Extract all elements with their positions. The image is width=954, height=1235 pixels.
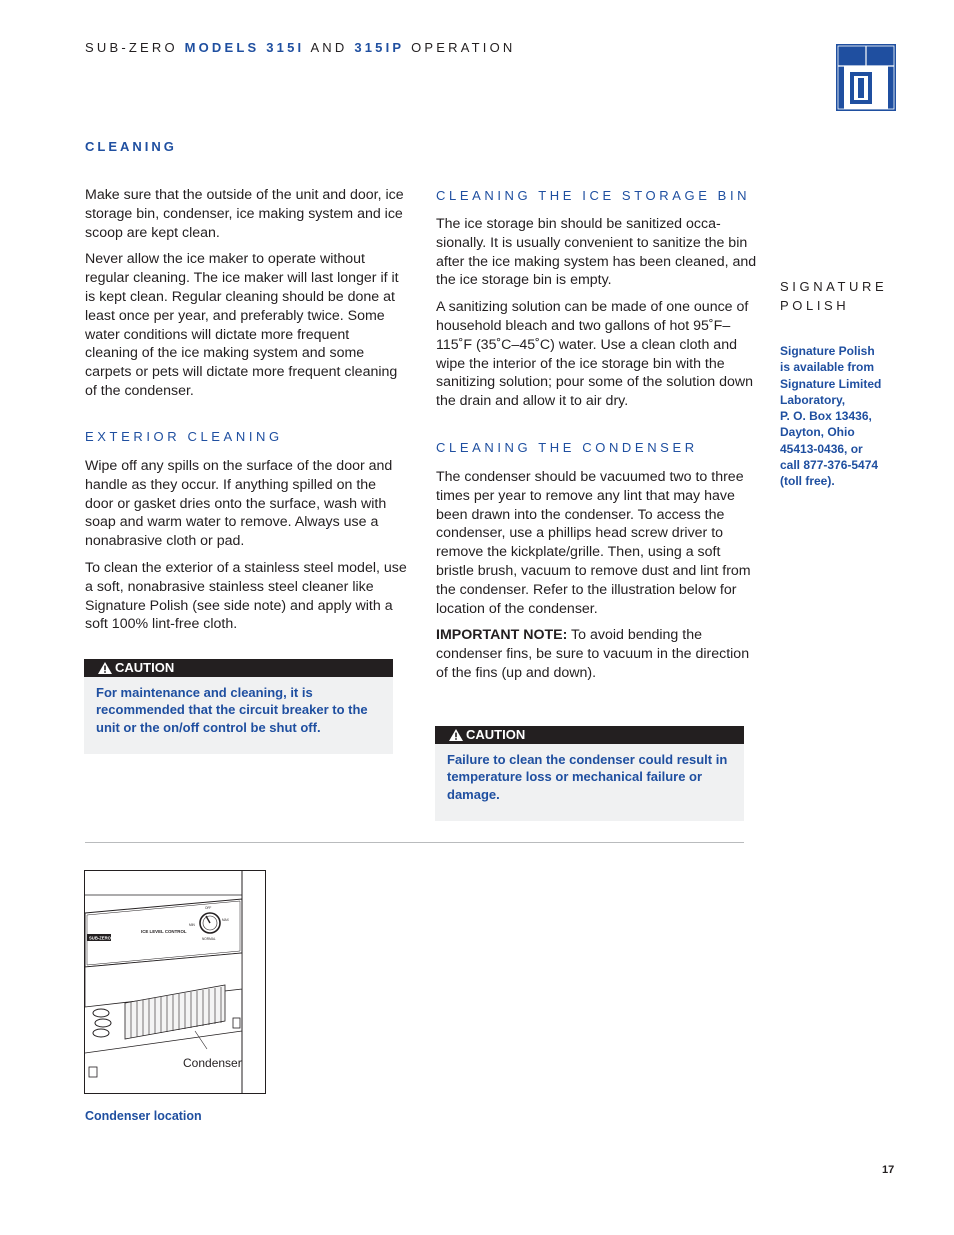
running-header bbox=[85, 40, 516, 55]
warning-triangle-icon bbox=[98, 662, 112, 674]
panel-label: ICE LEVEL CONTROL bbox=[141, 929, 187, 934]
sidebar-note-line: P. O. Box 13436, bbox=[780, 409, 872, 424]
warning-triangle-icon bbox=[449, 729, 463, 741]
sidebar-title bbox=[780, 277, 887, 315]
cleaning-paragraph: Never allow the ice maker to operate without regular cleaning. The ice maker will last longer if it is kept clean. Regular cleaning should be done at least once per year, and preferably twice. Some water conditions will dictate more frequent cleaning of the ice making system and some carpets or pets will dictate more frequent cleaning of the condenser. bbox=[85, 251, 399, 399]
cleaning-body bbox=[85, 186, 405, 401]
page-number: 17 bbox=[882, 1164, 895, 1176]
model-a: 315I bbox=[266, 40, 305, 55]
important-note-label: IMPORTANT NOTE: bbox=[436, 627, 568, 644]
section-divider bbox=[85, 842, 744, 843]
important-note-text: To avoid bending the condenser fins, be sure to vacuum in the direction of the fins (up and down). bbox=[436, 627, 750, 681]
exterior-cleaning-title: EXTERIOR CLEANING bbox=[85, 429, 283, 444]
bin-paragraph: A sanitizing solution can be made of one ounce of household bleach and two gallons of hot 95˚F–115˚F (35˚C–45˚C) water. Use a clean cloth and wipe the interior of the ice storage bin with the sanitizing solution; pour some of the solution down the drain and allow it to air dry. bbox=[436, 299, 754, 410]
exterior-paragraph: To clean the exterior of a stainless steel model, use a soft, nonabrasive stainless steel cleaner like Signature Polish (see side note) and apply with a soft 100% lint-free cloth. bbox=[85, 559, 407, 633]
exterior-paragraph: Wipe off any spills on the surface of the door and handle as they occur. If anything spilled on the door or gasket dries onto the surface, wash with soap and warm water to remove. Always use a nonabrasive cloth or pad. bbox=[85, 458, 393, 550]
caution-box-condenser bbox=[435, 726, 744, 821]
sidebar-note-line: Signature Polish bbox=[780, 344, 875, 358]
cleaning-title: CLEANING bbox=[85, 139, 177, 154]
condenser-title: CLEANING THE CONDENSER bbox=[436, 440, 698, 455]
caution-label: CAUTION bbox=[466, 727, 526, 742]
sidebar-note-line: Dayton, Ohio bbox=[780, 425, 855, 440]
condenser-illustration bbox=[84, 870, 266, 1094]
caution-message: For maintenance and cleaning, it is recommended that the circuit breaker to the unit or the on/off control be shut off. bbox=[96, 685, 368, 735]
caution-message: Failure to clean the condenser could result in temperature loss or mechanical failure or damage. bbox=[447, 752, 728, 802]
dial-label-max: MAX bbox=[222, 918, 229, 922]
ice-storage-bin-title: CLEANING THE ICE STORAGE BIN bbox=[436, 188, 751, 203]
bin-body bbox=[436, 215, 758, 411]
and-word: AND bbox=[310, 40, 348, 55]
ice-maker-drawing bbox=[85, 871, 265, 1093]
sidebar-title-line: SIGNATURE bbox=[780, 279, 888, 294]
sidebar-note bbox=[780, 343, 910, 490]
section-logo-icon bbox=[836, 44, 896, 111]
figure-caption: Condenser location bbox=[85, 1109, 202, 1123]
dial-label-off: OFF bbox=[205, 906, 212, 910]
sidebar-note-line: Signature Limited bbox=[780, 376, 882, 391]
cleaning-paragraph: Make sure that the outside of the unit and door, ice storage bin, condenser, ice making system and ice scoop are kept clean. bbox=[85, 187, 404, 241]
bin-paragraph: The ice storage bin should be sanitized occa-sionally. It is usually convenient to sanitize the bin after the ice making system has been cleaned, and the ice storage bin is empty. bbox=[436, 216, 757, 289]
sidebar-note-line: 45413-0436, or bbox=[780, 441, 863, 456]
caution-banner bbox=[435, 726, 744, 744]
condenser-callout: Condenser bbox=[183, 1056, 242, 1070]
condenser-body bbox=[436, 468, 760, 683]
exterior-body bbox=[85, 457, 407, 634]
sidebar-note-line: call 877-376-5474 bbox=[780, 458, 879, 473]
sidebar-title-line: POLISH bbox=[780, 298, 850, 313]
operation-word: OPERATION bbox=[411, 40, 516, 55]
sidebar-note-line: (toll free). bbox=[780, 474, 835, 489]
dial-label-normal: NORMAL bbox=[202, 937, 216, 941]
models-label: MODELS bbox=[184, 40, 260, 55]
caution-banner bbox=[84, 659, 393, 677]
condenser-paragraph: The condenser should be vacuumed two to three times per year to remove any lint that may have been drawn into the condenser. To access the condenser, use a phillips head screw driver to remove the kickplate/grille. Then, using a soft bristle brush, vacuum to remove dust and lint from the condenser. Refer to the illustration below for location of the condenser. bbox=[436, 469, 751, 617]
caution-box-maintenance bbox=[84, 659, 393, 754]
brand: SUB-ZERO bbox=[85, 40, 178, 55]
important-note bbox=[436, 626, 760, 682]
sidebar-note-line: is available from bbox=[780, 360, 875, 375]
panel-badge: SUB-ZERO bbox=[89, 935, 111, 941]
model-b: 315IP bbox=[354, 40, 405, 55]
caution-label: CAUTION bbox=[115, 660, 175, 675]
dial-label-min: MIN bbox=[189, 923, 195, 927]
sidebar-note-line: Laboratory, bbox=[780, 392, 846, 407]
